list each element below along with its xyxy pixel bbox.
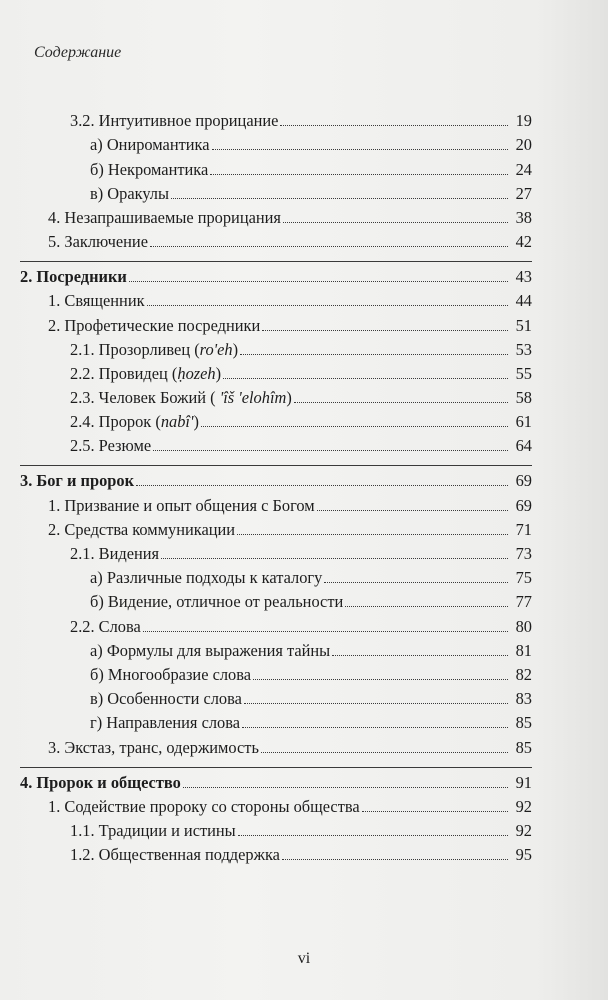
dot-leader — [262, 330, 508, 331]
dot-leader — [153, 450, 508, 451]
toc-entry-title — [48, 291, 147, 310]
dot-leader — [161, 558, 508, 559]
dot-leader — [332, 655, 508, 656]
dot-leader — [223, 378, 508, 379]
toc-entry — [20, 310, 532, 334]
dot-leader — [294, 402, 508, 403]
toc-entry-page: 38 — [515, 207, 532, 227]
toc-entry — [20, 732, 532, 756]
toc-entry-title — [90, 689, 244, 708]
dot-leader — [183, 787, 508, 788]
toc-entry-title — [48, 208, 283, 227]
toc-entry-page: 61 — [515, 412, 532, 432]
toc-entry-title — [48, 797, 362, 816]
dot-leader — [210, 174, 508, 175]
toc-entry — [20, 335, 532, 359]
toc-entry-page: 58 — [515, 388, 532, 408]
toc-entry — [20, 515, 532, 539]
toc-entry-title — [90, 641, 332, 660]
toc-entry-page: 73 — [515, 544, 532, 563]
toc-entry-title-text: 1.1. Традиции и истины — [70, 820, 236, 840]
toc-entry-page: 19 — [515, 111, 532, 131]
toc-entry-title — [70, 617, 143, 636]
toc-entry-page: 85 — [515, 713, 532, 733]
toc-entry-title — [70, 111, 280, 130]
toc-entry — [20, 431, 532, 455]
toc-entry-title — [70, 340, 240, 359]
toc-entry-title — [48, 496, 317, 515]
toc-entry-title — [48, 232, 150, 251]
toc-entry-page: 42 — [515, 232, 532, 252]
dot-leader — [280, 125, 508, 126]
toc-entry-title-text: г) Направления слова — [90, 713, 241, 733]
dot-leader — [244, 703, 508, 704]
toc-entry — [20, 130, 532, 154]
toc-entry-page: 69 — [515, 495, 532, 515]
toc-entry-title — [90, 713, 242, 732]
dot-leader — [143, 631, 508, 632]
toc-entry-page: 75 — [515, 568, 532, 588]
toc-entry — [20, 359, 532, 383]
toc-entry-title-text: 2. Посредники — [20, 267, 127, 287]
dot-leader — [240, 354, 508, 355]
toc-entry-page: 53 — [515, 339, 532, 359]
toc-entry-title-text: 4. Незапрашиваемые прорицания — [48, 207, 281, 227]
toc-entry-title-text: 1. Содействие пророку со стороны общества — [48, 796, 360, 816]
toc-entry-title — [90, 568, 324, 587]
dot-leader — [136, 485, 508, 486]
toc-entry-page: 43 — [515, 267, 532, 287]
toc-entry-title-italic: ḥozeh — [177, 363, 216, 383]
toc-entry-title-text: б) Видение, отличное от реальности — [90, 592, 344, 612]
toc-entry-title — [70, 412, 201, 431]
toc-entry — [20, 840, 532, 864]
toc-entry-title-text: 2.1. Видения — [70, 544, 160, 563]
toc-entry — [20, 816, 532, 840]
toc-entry-page: 51 — [515, 315, 532, 335]
dot-leader — [129, 281, 508, 282]
toc-entry-title — [70, 388, 294, 407]
toc-entry-page: 82 — [515, 664, 532, 684]
toc-entry-page: 55 — [515, 363, 532, 383]
toc-entry-page: 85 — [515, 737, 532, 757]
toc-entry-title-text: 3.2. Интуитивное прорицание — [70, 111, 279, 131]
dot-leader — [345, 606, 508, 607]
toc-entry-page: 44 — [515, 291, 532, 311]
toc-entry-title — [20, 267, 129, 286]
toc-entry-page: 80 — [515, 616, 532, 636]
table-of-contents — [20, 106, 532, 864]
toc-entry-page: 27 — [515, 183, 532, 203]
dot-leader — [147, 305, 508, 306]
dot-leader — [282, 859, 508, 860]
toc-entry-title-text: 2. Профетические посредники — [48, 315, 261, 335]
toc-entry-title-text: 2. Средства коммуникации — [48, 519, 236, 539]
toc-entry-title-italic: nabî' — [160, 412, 194, 432]
toc-entry-title-text: б) Многообразие слова — [90, 664, 252, 684]
toc-entry-title-text: 2.3. Человек Божий ( — [70, 388, 220, 408]
toc-entry-page: 77 — [515, 592, 532, 612]
toc-entry-title — [90, 184, 171, 203]
toc-entry-title-text: а) Формулы для выражения тайны — [90, 640, 331, 660]
page-number: vi — [297, 950, 311, 967]
toc-entry-title-text: 1.2. Общественная поддержка — [70, 845, 280, 865]
toc-entry-title-text: ) — [215, 363, 222, 383]
toc-entry-title — [70, 821, 238, 840]
toc-entry-title — [20, 773, 183, 792]
toc-entry-title-text: 2.5. Резюме — [70, 436, 152, 456]
toc-entry-title-text: ) — [286, 388, 292, 408]
toc-entry-page: 91 — [515, 772, 532, 792]
toc-entry-title — [90, 592, 345, 611]
toc-entry — [20, 203, 532, 227]
toc-entry-title — [48, 738, 261, 757]
toc-entry — [20, 792, 532, 816]
toc-entry — [20, 660, 532, 684]
toc-entry-title — [70, 845, 282, 864]
toc-entry-title — [90, 160, 210, 179]
dot-leader — [150, 246, 508, 247]
dot-leader — [261, 752, 508, 753]
toc-entry — [20, 383, 532, 407]
toc-entry-title-text: 1. Призвание и опыт общения с Богом — [48, 495, 315, 515]
toc-entry-title-text: б) Некромантика — [90, 159, 209, 179]
toc-entry-page: 64 — [515, 436, 532, 456]
dot-leader — [212, 149, 508, 150]
dot-leader — [171, 198, 508, 199]
toc-entry-title — [70, 436, 153, 455]
dot-leader — [362, 811, 508, 812]
toc-entry-title-italic: 'îš 'elohîm — [219, 388, 287, 408]
toc-entry — [20, 708, 532, 732]
toc-entry-title — [48, 316, 262, 335]
toc-entry — [20, 636, 532, 660]
dot-leader — [317, 510, 508, 511]
toc-entry-title-text: 4. Пророк и общество — [20, 772, 181, 792]
toc-entry-title-italic: ro'eh — [199, 339, 233, 359]
toc-entry — [20, 261, 532, 286]
toc-entry-title-text: в) Оракулы — [90, 183, 169, 203]
toc-entry-title-text: 1. Священник — [48, 291, 145, 311]
toc-entry-title-text: 2.2. Слова — [70, 616, 141, 636]
toc-entry-page: 71 — [515, 519, 532, 539]
toc-entry — [20, 227, 532, 251]
toc-entry-page: 92 — [515, 796, 532, 816]
toc-entry-title-text: 2.2. Провидец ( — [70, 363, 178, 383]
toc-entry-title — [70, 544, 161, 563]
toc-entry — [20, 563, 532, 587]
toc-entry — [20, 407, 532, 431]
toc-entry-page: 69 — [515, 471, 532, 491]
toc-entry-title-text: 5. Заключение — [48, 232, 148, 252]
toc-entry — [20, 587, 532, 611]
toc-entry-title — [70, 364, 223, 383]
toc-entry-page: 92 — [515, 820, 532, 840]
toc-entry-page: 20 — [515, 135, 532, 155]
dot-leader — [238, 835, 508, 836]
toc-entry-title-text: ) — [232, 339, 239, 359]
toc-entry-page: 81 — [515, 640, 532, 660]
dot-leader — [237, 534, 508, 535]
toc-entry — [20, 179, 532, 203]
toc-entry — [20, 539, 532, 563]
toc-entry — [20, 286, 532, 310]
toc-entry — [20, 684, 532, 708]
toc-entry-title — [48, 520, 237, 539]
toc-entry-title-text: а) Ониромантика — [90, 135, 210, 155]
toc-entry-page: 83 — [515, 689, 532, 709]
toc-entry — [20, 465, 532, 490]
dot-leader — [253, 679, 508, 680]
toc-entry-title-text: 2.1. Прозорливец ( — [70, 339, 200, 359]
toc-entry — [20, 767, 532, 792]
toc-entry-title-text: в) Особенности слова — [90, 689, 242, 709]
toc-entry-title — [90, 665, 253, 684]
toc-entry-title — [90, 135, 212, 154]
running-header: Содержание — [34, 44, 122, 61]
dot-leader — [324, 582, 508, 583]
toc-entry-page: 24 — [515, 159, 532, 179]
toc-entry-title-text: 3. Бог и пророк — [20, 471, 135, 491]
dot-leader — [283, 222, 508, 223]
toc-entry-title-text: а) Различные подходы к каталогу — [90, 568, 323, 588]
dot-leader — [242, 727, 508, 728]
toc-entry — [20, 106, 532, 130]
toc-entry — [20, 611, 532, 635]
toc-entry — [20, 490, 532, 514]
toc-entry — [20, 154, 532, 178]
toc-entry-page: 95 — [515, 845, 532, 865]
toc-entry-title-text: ) — [193, 412, 199, 432]
dot-leader — [201, 426, 508, 427]
toc-entry-title — [20, 471, 136, 490]
toc-entry-title-text: 3. Экстаз, транс, одержимость — [48, 737, 259, 757]
toc-entry-title-text: 2.4. Пророк ( — [70, 412, 161, 432]
